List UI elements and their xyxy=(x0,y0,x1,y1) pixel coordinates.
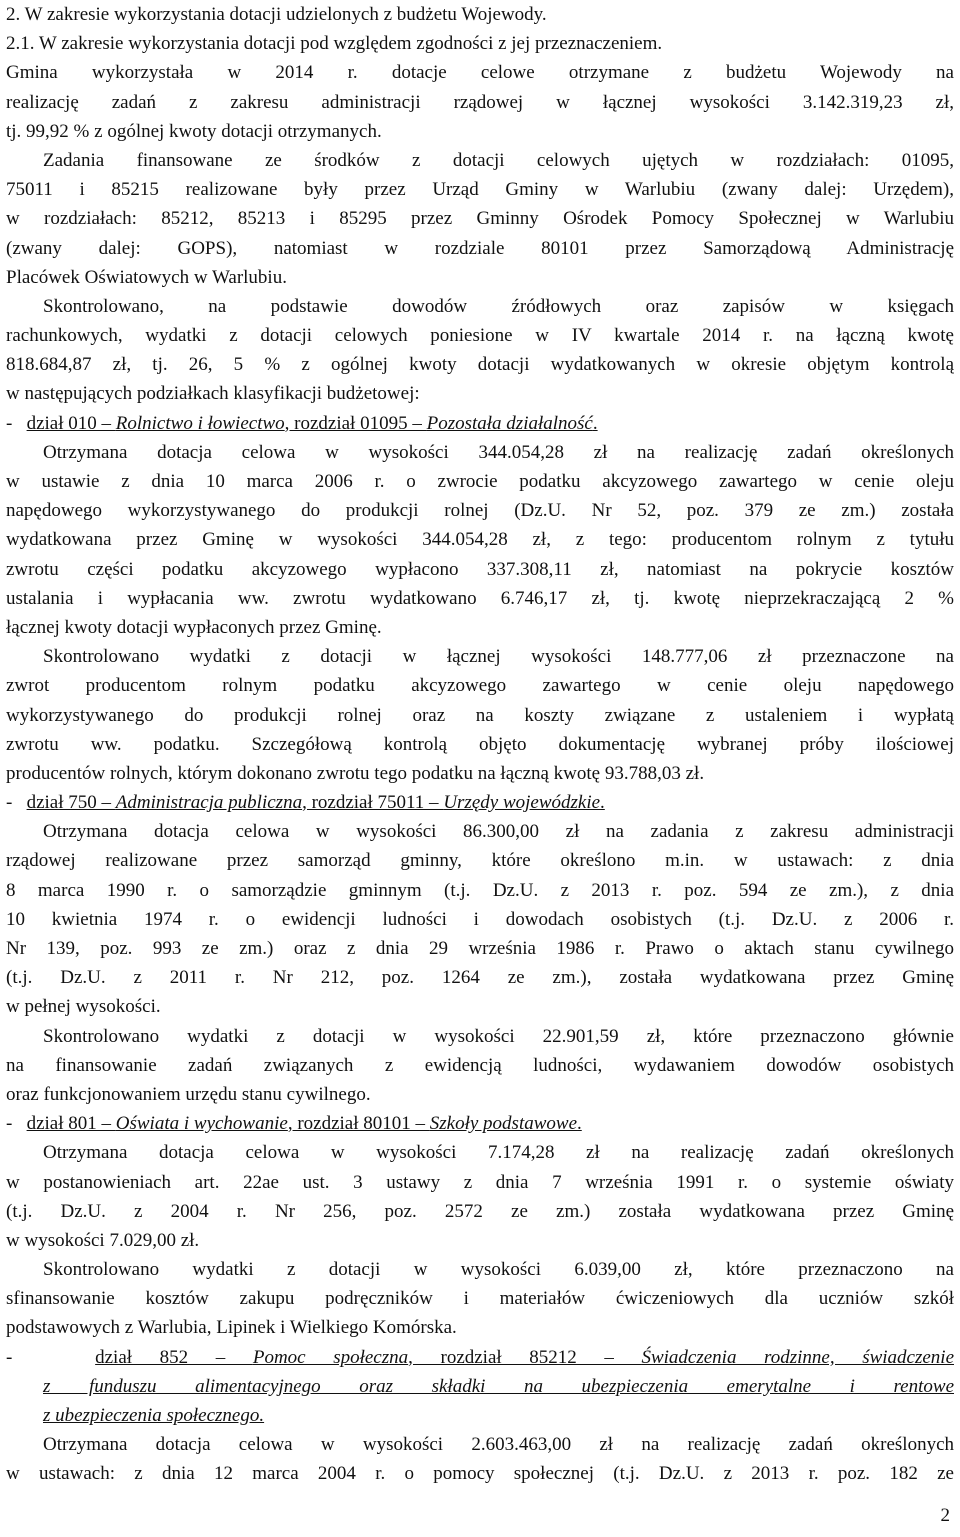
text-line: rządowej realizowane przez samorząd gminny, które określono m.in. w ustawach: z dnia xyxy=(6,850,954,872)
text-line: producentów rolnych, którym dokonano zwrotu tego podatku na łączną kwotę 93.788,03 zł. xyxy=(6,762,705,784)
text-line: w następujących podziałkach klasyfikacji budżetowej: xyxy=(6,383,420,405)
text-line: Skontrolowano wydatki z dotacji w wysokości 6.039,00 zł, które przeznaczono na xyxy=(43,1259,954,1281)
text-line: podstawowych z Warlubia, Lipinek i Wielkiego Komórska. xyxy=(6,1317,457,1339)
text-line: Zadania finansowane ze środków z dotacji celowych ujętych w rozdziałach: 01095, xyxy=(43,149,954,171)
document-page xyxy=(6,0,954,1489)
text-line: Placówek Oświatowych w Warlubiu. xyxy=(6,266,287,288)
text-line: Otrzymana dotacja celowa w wysokości 86.300,00 zł na zadania z zakresu administracji xyxy=(43,821,954,843)
text-line: wydatkowana przez Gminę w wysokości 344.054,28 zł, z tego: producentom rolnym z tytułu xyxy=(6,529,954,551)
text-line: zwrotu ww. podatku. Szczegółową kontrolą objęto dokumentację wybranej próby ilościowej xyxy=(6,733,954,755)
section-heading: 2. W zakresie wykorzystania dotacji udzielonych z budżetu Wojewody. xyxy=(6,4,547,25)
text-line: w ustawie z dnia 10 marca 2006 r. o zwrocie podatku akcyzowego zawartego w cenie oleju xyxy=(6,471,954,492)
text-line: Otrzymana dotacja celowa w wysokości 7.174,28 zł na realizację zadań określonych xyxy=(43,1142,954,1164)
text-line: w postanowieniach art. 22ae ust. 3 ustawy z dnia 7 września 1991 r. o systemie oświaty xyxy=(6,1171,954,1193)
subsection-heading: 2.1. W zakresie wykorzystania dotacji pod względem zgodności z jej przeznaczeniem. xyxy=(6,33,663,55)
text-line: oraz funkcjonowaniem urzędu stanu cywilnego. xyxy=(6,1083,371,1105)
text-line: 75011 i 85215 realizowane były przez Urząd Gminy w Warlubiu (zwany dalej: Urzędem), xyxy=(6,179,954,201)
classification-line-010: - dział 010 – Rolnictwo i łowiectwo, rozdział 01095 – Pozostała działalność. xyxy=(6,412,598,434)
text-line: Skontrolowano wydatki z dotacji w łącznej wysokości 148.777,06 zł przeznaczone na xyxy=(43,646,954,668)
text-line: 818.684,87 zł, tj. 26, 5 % z ogólnej kwoty dotacji wydatkowanych w okresie objętym kontrolą xyxy=(6,354,954,376)
text-line: w rozdziałach: 85212, 85213 i 85295 przez Gminny Ośrodek Pomocy Społecznej w Warlubiu xyxy=(6,208,954,230)
classification-line-750: - dział 750 – Administracja publiczna, rozdział 75011 – Urzędy wojewódzkie. xyxy=(6,792,605,814)
text-line: (zwany dalej: GOPS), natomiast w rozdziale 80101 przez Samorządową Administrację xyxy=(6,237,954,259)
classification-continuation: z funduszu alimentacyjnego oraz składki na ubezpieczenia emerytalne i rentowe xyxy=(43,1375,954,1397)
text-line: w wysokości 7.029,00 zł. xyxy=(6,1229,200,1251)
text-line: rachunkowych, wydatki z dotacji celowych poniesione w IV kwartale 2014 r. na łączną kwotę xyxy=(6,325,954,347)
text-line: w pełnej wysokości. xyxy=(6,996,161,1018)
page-number: 2 xyxy=(940,1505,950,1526)
text-line: łącznej kwoty dotacji wypłaconych przez Gminę. xyxy=(6,616,382,638)
text-line: (t.j. Dz.U. z 2004 r. Nr 256, poz. 2572 ze zm.) została wydatkowana przez Gminę xyxy=(6,1200,954,1222)
text-line: Skontrolowano wydatki z dotacji w wysokości 22.901,59 zł, które przeznaczono głównie xyxy=(43,1025,954,1047)
text-line: (t.j. Dz.U. z 2011 r. Nr 212, poz. 1264 ze zm.), została wydatkowana przez Gminę xyxy=(6,967,954,989)
text-line: w ustawach: z dnia 12 marca 2004 r. o pomocy społecznej (t.j. Dz.U. z 2013 r. poz. 182 ze xyxy=(6,1463,954,1485)
classification-line-801: - dział 801 – Oświata i wychowanie, rozdział 80101 – Szkoły podstawowe. xyxy=(6,1113,582,1135)
text-line: realizację zadań z zakresu administracji rządowej w łącznej wysokości 3.142.319,23 zł, xyxy=(6,91,954,113)
text-line: 8 marca 1990 r. o samorządzie gminnym (t.j. Dz.U. z 2013 r. poz. 594 ze zm.), z dnia xyxy=(6,879,954,901)
text-line: zwrot producentom rolnym podatku akcyzowego zawartego w cenie oleju napędowego xyxy=(6,675,954,697)
text-line: napędowego wykorzystywanego do produkcji rolnej (Dz.U. Nr 52, poz. 379 ze zm.) została xyxy=(6,500,954,522)
classification-line-852: - dział 852 – Pomoc społeczna, rozdział 85212 – Świadczenia rodzinne, świadczenie xyxy=(6,1346,954,1368)
text-line: na finansowanie zadań związanych z ewidencją ludności, wydawaniem dowodów osobistych xyxy=(6,1054,954,1076)
classification-continuation: z ubezpieczenia społecznego. xyxy=(43,1405,265,1426)
text-line: tj. 99,92 % z ogólnej kwoty dotacji otrzymanych. xyxy=(6,120,382,142)
text-line: Nr 139, poz. 993 ze zm.) oraz z dnia 29 września 1986 r. Prawo o aktach stanu cywilnego xyxy=(6,938,954,959)
text-line: Otrzymana dotacja celowa w wysokości 344.054,28 zł na realizację zadań określonych xyxy=(43,441,954,463)
text-line: Skontrolowano, na podstawie dowodów źródłowych oraz zapisów w księgach xyxy=(43,295,954,317)
text-line: ustalania i wypłacania ww. zwrotu wydatkowano 6.746,17 zł, tj. kwotę nieprzekraczającą 2 % xyxy=(6,587,954,609)
text-line: Otrzymana dotacja celowa w wysokości 2.603.463,00 zł na realizację zadań określonych xyxy=(43,1434,954,1456)
text-line: wykorzystywanego do produkcji rolnej oraz na koszty związane z ustaleniem i wypłatą xyxy=(6,704,954,726)
text-line: sfinansowanie kosztów zakupu podręczników i materiałów ćwiczeniowych dla uczniów szkół xyxy=(6,1288,954,1310)
text-line: zwrotu części podatku akcyzowego wypłacono 337.308,11 zł, natomiast na pokrycie kosztów xyxy=(6,558,954,580)
text-line: Gmina wykorzystała w 2014 r. dotacje celowe otrzymane z budżetu Wojewody na xyxy=(6,62,954,84)
text-line: 10 kwietnia 1974 r. o ewidencji ludności i dowodach osobistych (t.j. Dz.U. z 2006 r. xyxy=(6,908,954,930)
